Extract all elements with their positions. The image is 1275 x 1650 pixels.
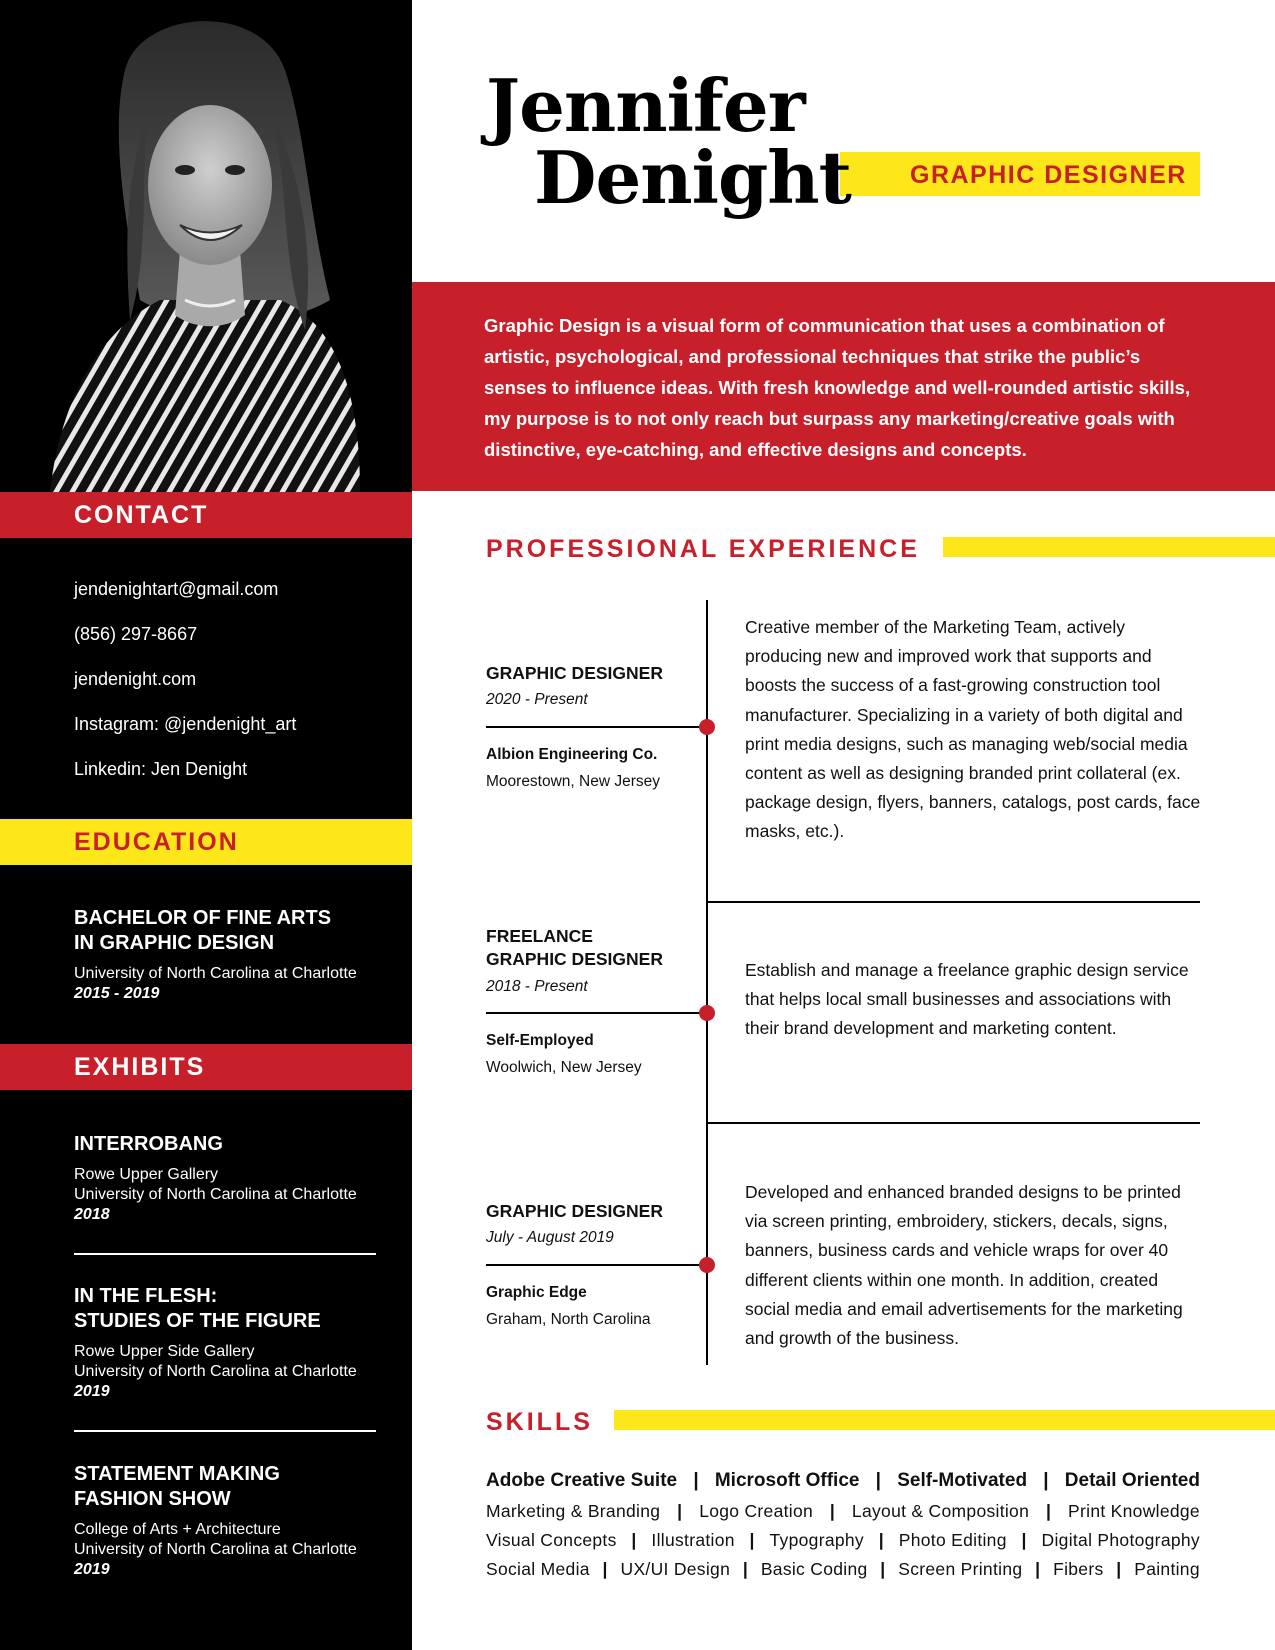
job-title: GRAPHIC DESIGNER	[486, 1201, 663, 1221]
job-rule	[486, 1264, 708, 1266]
exhibit-year: 2018	[74, 1206, 110, 1223]
timeline-dot	[699, 719, 715, 735]
skill-separator: |	[1116, 1559, 1122, 1579]
job-dates: 2018 - Present	[486, 978, 588, 995]
skill-item: Fibers	[1053, 1559, 1104, 1579]
contact-heading: CONTACT	[74, 501, 209, 529]
exhibit-divider	[74, 1430, 376, 1432]
job-location: Moorestown, New Jersey	[486, 773, 661, 790]
timeline-dot	[699, 1257, 715, 1273]
skill-separator: |	[693, 1470, 699, 1491]
first-name: Jennifer	[486, 63, 805, 148]
job-company: Self-Employed	[486, 1032, 594, 1049]
timeline-dot	[699, 1005, 715, 1021]
education-heading-band	[0, 819, 412, 865]
exhibit-title: IN THE FLESH:	[74, 1285, 218, 1307]
skill-item: Basic Coding	[760, 1559, 868, 1579]
skill-separator: |	[878, 1530, 884, 1550]
job-title-line2: GRAPHIC DESIGNER	[486, 949, 663, 969]
exhibit-venue: College of Arts + Architecture	[74, 1521, 281, 1538]
skill-item: Screen Printing	[898, 1559, 1023, 1579]
skills-row	[486, 1556, 1200, 1582]
skill-item: Photo Editing	[898, 1530, 1007, 1550]
skill-separator: |	[749, 1530, 755, 1550]
skill-item: UX/UI Design	[620, 1559, 731, 1579]
job-divider	[706, 1122, 1200, 1124]
exhibit-year: 2019	[74, 1561, 110, 1578]
exhibit-venue: Rowe Upper Gallery	[74, 1166, 219, 1183]
skill-separator: |	[677, 1501, 683, 1521]
job-dates: July - August 2019	[486, 1229, 614, 1246]
skill-separator: |	[1045, 1501, 1052, 1521]
skill-separator: |	[875, 1470, 881, 1491]
contact-linkedin[interactable]: Linkedin: Jen Denight	[74, 759, 248, 779]
exhibits-heading: EXHIBITS	[74, 1053, 206, 1081]
headline-title: GRAPHIC DESIGNER	[910, 161, 1187, 189]
education-school: University of North Carolina at Charlotte	[74, 965, 357, 982]
job-dates: 2020 - Present	[486, 691, 588, 708]
skills-heading-bar	[614, 1410, 1275, 1430]
contact-email[interactable]: jendenightart@gmail.com	[74, 579, 279, 599]
exhibit-title: INTERROBANG	[74, 1133, 223, 1155]
skill-item: Social Media	[486, 1559, 590, 1579]
job-description: Establish and manage a freelance graphic design service that helps local small businesses and associations with their brand development and marketing content.	[745, 960, 1189, 1039]
job-rule	[486, 1012, 708, 1014]
skill-item: Typography	[769, 1530, 864, 1550]
skill-item: Logo Creation	[699, 1501, 814, 1521]
contact-heading-band	[0, 492, 412, 538]
exhibits-heading-band	[0, 1044, 412, 1090]
exhibit-divider	[74, 1253, 376, 1255]
education-heading: EDUCATION	[74, 828, 239, 856]
skills-row	[486, 1527, 1200, 1553]
experience-heading-bar	[943, 537, 1275, 557]
summary-box	[412, 282, 1275, 491]
skills-row-primary	[486, 1468, 1200, 1494]
skill-separator: |	[742, 1559, 749, 1579]
job-description: Developed and enhanced branded designs to be printed via screen printing, embroidery, stickers, decals, signs, banners, business cards and vehicle wraps for over 40 different clients within one month. In addition, created social media and email advertisements for the marketing and growth of the business.	[745, 1182, 1183, 1349]
skill-item: Visual Concepts	[486, 1530, 617, 1550]
skill-separator: |	[880, 1559, 886, 1579]
skill-separator: |	[1021, 1530, 1027, 1550]
skill-item: Microsoft Office	[714, 1470, 860, 1491]
skill-item: Painting	[1134, 1559, 1200, 1579]
job-title: FREELANCE	[486, 926, 593, 946]
exhibit-title: STATEMENT MAKING	[74, 1463, 280, 1485]
exhibit-school: University of North Carolina at Charlotte	[74, 1363, 357, 1380]
skill-separator: |	[1043, 1470, 1049, 1491]
exhibit-title-line2: FASHION SHOW	[74, 1488, 231, 1510]
exhibit-school: University of North Carolina at Charlotte	[74, 1186, 357, 1203]
skills-heading: SKILLS	[486, 1408, 593, 1436]
exhibit-title-line2: STUDIES OF THE FIGURE	[74, 1310, 321, 1332]
exhibit-school: University of North Carolina at Charlotte	[74, 1541, 357, 1558]
job-location: Graham, North Carolina	[486, 1311, 651, 1328]
skill-item: Illustration	[651, 1530, 735, 1550]
education-degree-line1: BACHELOR OF FINE ARTS	[74, 907, 332, 929]
skill-item: Marketing & Branding	[486, 1501, 661, 1521]
skill-item: Adobe Creative Suite	[486, 1470, 678, 1491]
job-title: GRAPHIC DESIGNER	[486, 663, 663, 683]
job-description: Creative member of the Marketing Team, actively producing new and improved work that supports and boosts the success of a fast-growing construction tool manufacturer. Specializing in a variety of both digital and print media designs, such as managing web/social media content as well as designing branded print collateral (ex. package design, flyers, banners, catalogs, post cards, face masks, etc.).	[745, 617, 1201, 842]
education-years: 2015 - 2019	[74, 985, 160, 1002]
job-rule	[486, 726, 708, 728]
exhibit-year: 2019	[74, 1383, 110, 1400]
skill-separator: |	[829, 1501, 836, 1521]
exhibit-venue: Rowe Upper Side Gallery	[74, 1343, 255, 1360]
job-divider	[706, 901, 1200, 903]
skill-separator: |	[631, 1530, 637, 1550]
job-company: Albion Engineering Co.	[486, 746, 658, 763]
contact-website[interactable]: jendenight.com	[74, 669, 197, 689]
skill-item: Digital Photography	[1041, 1530, 1200, 1550]
skill-item: Self-Motivated	[897, 1470, 1028, 1491]
contact-instagram[interactable]: Instagram: @jendenight_art	[74, 714, 297, 734]
job-location: Woolwich, New Jersey	[486, 1059, 642, 1076]
job-company: Graphic Edge	[486, 1284, 587, 1301]
summary-text: Graphic Design is a visual form of communication that uses a combination of artistic, psychological, and professional techniques that strike the public’s senses to influence ideas. With fresh knowledge and well-rounded artistic skills, my purpose is to not only reach but surpass any marketing/creative goals with distinctive, eye-catching, and effective designs and concepts.	[484, 315, 1191, 460]
last-name: Denight	[534, 135, 851, 220]
skills-row	[486, 1498, 1200, 1524]
timeline-line	[706, 600, 708, 1365]
skill-separator: |	[1035, 1559, 1041, 1579]
contact-phone[interactable]: (856) 297-8667	[74, 624, 198, 644]
skill-item: Print Knowledge	[1068, 1501, 1200, 1521]
experience-heading: PROFESSIONAL EXPERIENCE	[486, 535, 920, 563]
profile-photo	[30, 0, 375, 492]
skill-item: Detail Oriented	[1064, 1470, 1200, 1491]
education-degree-line2: IN GRAPHIC DESIGN	[74, 932, 275, 954]
skill-separator: |	[602, 1559, 608, 1579]
skill-item: Layout & Composition	[851, 1501, 1030, 1521]
